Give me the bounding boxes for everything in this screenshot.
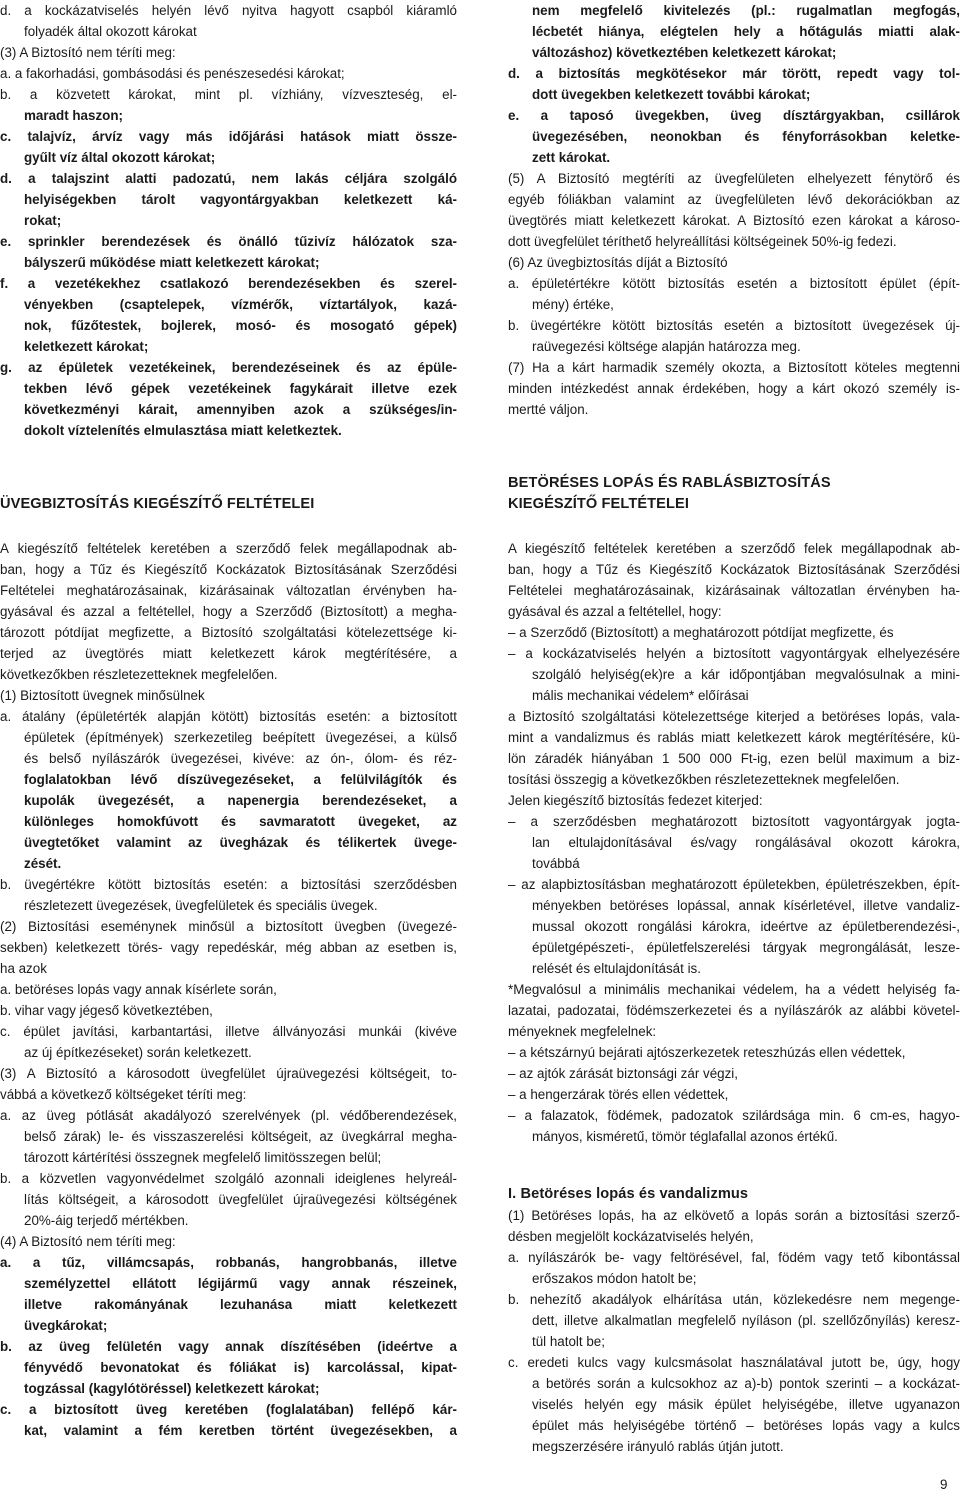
text-line: helyiségekben tárolt vagyontárgyakban keletkezett ká- (24, 192, 457, 207)
text-line: tározott pótdíjat megfizette, a Biztosító szolgáltatási kötelezettsége ki- (0, 625, 457, 640)
text-line: következőkben részletezetteknek megfelelően. (0, 667, 278, 682)
text-line: – az alapbiztosításban meghatározott épületekben, épületrészekben, épít- (508, 877, 960, 892)
text-line: következményi kárait, amennyiben azok a szükséges/in- (24, 402, 457, 417)
text-line: b. nehezítő akadályok elhárítása után, közlekedésre nem megenge- (508, 1292, 960, 1307)
text-line: A kiegészítő feltételek keretében a szerződő felek megállapodnak ab- (0, 541, 457, 556)
text-line: belső zárak) le- és visszaszerelési költségeit, az üvegkárral megha- (24, 1129, 457, 1144)
text-line: (1) Biztosított üvegnek minősülnek (0, 688, 205, 703)
text-line: mertté váljon. (508, 402, 589, 417)
text-line: lan eltulajdonításával és/vagy rongálásával okozott károkra, (532, 835, 960, 850)
text-line: dett, illetve alkalmatlan megfelelő nyíláson (pl. szellőzőnyílás) keresz- (532, 1313, 960, 1328)
text-line: kupolák üvegezését, a napenergia berendezéseket, a (24, 793, 457, 808)
text-line: sekben) keletkezett törés- vagy repedéskár, még abban az esetben is, (0, 940, 457, 955)
text-line: d. a talajszint alatti padozatú, nem lakás céljára szolgáló (0, 171, 457, 186)
text-line: gyásával és azzal a feltétellel, hogy: (508, 604, 722, 619)
text-line: (5) A Biztosító megtéríti az üvegfelületen elhelyezett fénytörő és (508, 171, 960, 186)
text-line: b. vihar vagy jégeső következtében, (0, 1003, 213, 1018)
text-line: és belső nyílászárók üvegezései, kivéve: az ón-, ólom- és réz- (24, 751, 457, 766)
text-line: (2) Biztosítási eseménynek minősül a biztosított üvegben (üvegezé- (0, 919, 457, 934)
text-line: zését. (24, 856, 62, 871)
text-line: minden intézkedést annak érdekében, hogy a kárt okozó személy is- (508, 381, 960, 396)
text-line: ményekben betöréses lopással, annak kísérletével, illetve vandaliz- (532, 898, 960, 913)
text-line: változáshoz) következtében keletkezett károkat; (532, 45, 837, 60)
text-line: désben megjelölt kockázatviselés helyén, (508, 1229, 754, 1244)
text-line: mányos, kisméretű, tömör téglafallal azonos értékű. (532, 1129, 838, 1144)
text-line: mussal okozott rongálási károkra, ideértve az épületberendezési-, (532, 919, 960, 934)
text-line: (7) Ha a kárt harmadik személy okozta, a Biztosított köteles megtenni (508, 360, 960, 375)
text-line: a. az üveg pótlását akadályozó szerelvények (pl. védőberendezések, (0, 1108, 457, 1123)
text-line: e. sprinkler berendezések és önálló tűzivíz hálózatok sza- (0, 234, 457, 249)
text-line: nok, fűzőtestek, bojlerek, mosó- és mosogató gépek) (24, 318, 457, 333)
text-line: illetve rakományának lezuhanása miatt keletkezett (24, 1297, 457, 1312)
text-line: épületek (építmények) szerkezetileg beépített üvegezései, a külső (24, 730, 457, 745)
text-line: (6) Az üvegbiztosítás díját a Biztosító (508, 255, 728, 270)
text-line: a. épületértékre kötött biztosítás esetén a biztosított épület (épít- (508, 276, 960, 291)
text-line: a. nyílászárók be- vagy feltörésével, fal, födém vagy tető kibontással (508, 1250, 960, 1265)
page-number: 9 (940, 1477, 948, 1492)
text-line: raüvegezési költsége alapján határozza meg. (532, 339, 801, 354)
text-line: ha azok (0, 961, 47, 976)
text-line: továbbá (532, 856, 580, 871)
text-line: b. a közvetett károkat, mint pl. vízhiány, vízveszteség, el- (0, 87, 457, 102)
text-line: viselés helyén egy másik épület helyiségébe, illetve ugyanazon (532, 1397, 960, 1412)
text-line: megszerzésére irányuló rablás útján jutott. (532, 1439, 784, 1454)
section-heading: I. Betöréses lopás és vandalizmus (508, 1186, 749, 1202)
text-line: ban, hogy a Tűz és Kiegészítő Kockázatok Biztosításának Szerződési (508, 562, 960, 577)
text-line: relését és eltulajdonítását is. (532, 961, 701, 976)
text-line: szolgáló helyiség(ek)re a kár időpontjában megvalósulnak a mini- (532, 667, 960, 682)
text-line: lazatai, padozatai, födémszerkezetei és a nyílászárók az alábbi követel- (508, 1003, 960, 1018)
text-line: rokat; (24, 213, 62, 228)
text-line: c. eredeti kulcs vagy kulcsmásolat használatával jutott be, úgy, hogy (508, 1355, 960, 1370)
text-line: (4) A Biztosító nem téríti meg: (0, 1234, 176, 1249)
text-line: részletezett üvegezések, üvegfelületek és speciális üvegek. (24, 898, 378, 913)
text-line: kat, valamint a fém keretben történt üvegezésekben, a (24, 1423, 457, 1438)
text-line: 20%-áig terjedő mértékben. (24, 1213, 189, 1228)
text-line: üvegkárokat; (24, 1318, 108, 1333)
text-line: ményeknek megfelelnek: (508, 1024, 657, 1039)
text-line: a betörés során a kulcsokhoz az a)-b) pontok szerinti – a kockázat- (532, 1376, 960, 1391)
text-line: (3) A Biztosító nem téríti meg: (0, 45, 176, 60)
text-line: Feltételei meghatározásainak, kizárásainak változatlan érvényben ha- (0, 583, 457, 598)
text-line: a. a fakorhadási, gombásodási és penészesedési károkat; (0, 66, 345, 81)
text-line: üvegezésében, neonokban és fényforrásokban keletke- (532, 129, 960, 144)
text-line: c. talajvíz, árvíz vagy más időjárási hatások miatt össze- (0, 129, 457, 144)
text-line: vábbá a következő költségeket téríti meg: (0, 1087, 247, 1102)
text-line: gyásával és azzal a feltétellel, hogy a Szerződő (Biztosított) a megha- (0, 604, 457, 619)
text-line: keletkezett károkat; (24, 339, 149, 354)
text-line: (3) A Biztosító a károsodott üvegfelület újraüvegezési költségeit, to- (0, 1066, 457, 1081)
text-line: épület más helyiségébe történő – betöréses lopás vagy a kulcs (532, 1418, 960, 1433)
text-line: – a szerződésben meghatározott biztosított vagyontárgyak jogta- (508, 814, 960, 829)
text-line: lön záradék hiányában 1 500 000 Ft-ig, ezen belül maximum a biz- (508, 751, 960, 766)
text-line: üvegtetőket valamint az üvegházak és télikertek üvege- (24, 835, 457, 850)
text-line: *Megvalósul a minimális mechanikai védelem, ha a védett helyiség fa- (508, 982, 960, 997)
text-line: ban, hogy a Tűz és Kiegészítő Kockázatok Biztosításának Szerződési (0, 562, 457, 577)
text-line: A kiegészítő feltételek keretében a szerződő felek megállapodnak ab- (508, 541, 960, 556)
text-line: tekben lévő gépek vezetékeinek fagykárait illetve ezek (24, 381, 457, 396)
text-line: f. a vezetékekhez csatlakozó berendezésekben és szerel- (0, 276, 457, 291)
text-line: b. üvegértékre kötött biztosítás esetén: a biztosítási szerződésben (0, 877, 457, 892)
text-line: tül hatolt be; (532, 1334, 605, 1349)
section-heading: BETÖRÉSES LOPÁS ÉS RABLÁSBIZTOSÍTÁS (508, 475, 831, 491)
text-line: Feltételei meghatározásainak, kizárásainak változatlan érvényben ha- (508, 583, 960, 598)
text-line: Jelen kiegészítő biztosítás fedezet kiterjed: (508, 793, 763, 808)
text-line: dokolt víztelenítés elmulasztása miatt keletkeztek. (24, 423, 342, 438)
text-line: zett károkat. (532, 150, 611, 165)
text-line: bályszerű működése miatt keletkezett károkat; (24, 255, 320, 270)
text-line: c. a biztosított üveg keretében (foglalatában) fellépő kár- (0, 1402, 457, 1417)
text-line: fényvédő bevonatokat és fóliákat is) karcolással, kipat- (24, 1360, 457, 1375)
text-line: lítás költségeit, a károsodott üvegfelület újraüvegezési költségének (24, 1192, 457, 1207)
text-line: mint a vandalizmus és rablás miatt keletkezett károk megtérítésére, kü- (508, 730, 960, 745)
text-line: terjed az üvegtörés miatt keletkezett károk megtérítésére, a (0, 646, 457, 661)
text-line: b. a közvetlen vagyonvédelmet szolgáló azonnali ideiglenes helyreál- (0, 1171, 457, 1186)
text-line: mális mechanikai védelem* előírásai (532, 688, 749, 703)
text-line: togzással (kagylótöréssel) keletkezett károkat; (24, 1381, 320, 1396)
text-line: vényekben (csaptelepek, vízmérők, víztartályok, kazá- (24, 297, 457, 312)
text-line: dott üvegfelület téríthető helyreállítási költségeinek 50%-ig fedezi. (508, 234, 897, 249)
text-line: a. a tűz, villámcsapás, robbanás, hangrobbanás, illetve (0, 1255, 457, 1270)
text-line: folyadék által okozott károkat (24, 24, 197, 39)
text-line: az új építkezéseket) során keletkezett. (24, 1045, 252, 1060)
text-line: épületgépészeti-, épületfelszerelési tárgyak megrongálását, lesze- (532, 940, 960, 955)
text-line: tosítási összegig a következőkben részletezetteknek megfelelően. (508, 772, 900, 787)
text-line: egyéb fóliákban valamint az üvegfelületen lévő dekorációkban az (508, 192, 960, 207)
text-line: (1) Betöréses lopás, ha az elkövető a lopás során a biztosítási szerző- (508, 1208, 960, 1223)
section-heading: KIEGÉSZÍTŐ FELTÉTELEI (508, 496, 690, 512)
text-line: lécbetét hiánya, elégtelen hely a hőtágulás miatti alak- (532, 24, 960, 39)
text-line: üvegtörés miatt keletkezett károkat. A Biztosító ezen károkat a károso- (508, 213, 960, 228)
text-line: mény) értéke, (532, 297, 614, 312)
text-line: – az ajtók zárását biztonsági zár végzi, (508, 1066, 738, 1081)
text-line: foglalatokban lévő díszüvegezéseket, a felülvilágítók és (24, 772, 457, 787)
text-line: d. a kockázatviselés helyén lévő nyitva hagyott csapból kiáramló (0, 3, 457, 18)
text-line: dott üvegekben keletkezett további károkat; (532, 87, 811, 102)
text-line: tározott kártérítési összegnek megfelelő limitösszegen belül; (24, 1150, 382, 1165)
text-line: e. a taposó üvegekben, üveg dísztárgyakban, csillárok (508, 108, 960, 123)
text-line: nem megfelelő kivitelezés (pl.: rugalmatlan megfogás, (532, 3, 960, 18)
text-line: – a hengerzárak törés ellen védettek, (508, 1087, 729, 1102)
text-line: – a falazatok, födémek, padozatok szilárdsága min. 6 cm-es, hagyo- (508, 1108, 960, 1123)
text-line: b. üvegértékre kötött biztosítás esetén a biztosított üvegezések új- (508, 318, 960, 333)
text-line: – a kockázatviselés helyén a biztosított vagyontárgyak elhelyezésére (508, 646, 960, 661)
text-line: személyzettel ellátott légijármű vagy annak részeinek, (24, 1276, 457, 1291)
text-line: különleges homokfúvott és savmaratott üvegeket, az (24, 814, 457, 829)
text-line: a. betöréses lopás vagy annak kísérlete során, (0, 982, 277, 997)
text-line: maradt haszon; (24, 108, 123, 123)
text-line: b. az üveg felületén vagy annak díszítésében (ideértve a (0, 1339, 457, 1354)
section-heading: ÜVEGBIZTOSÍTÁS KIEGÉSZÍTŐ FELTÉTELEI (0, 496, 315, 512)
text-line: gyűlt víz által okozott károkat; (24, 150, 216, 165)
text-line: – a kétszárnyú bejárati ajtószerkezetek reteszhúzás ellen védettek, (508, 1045, 906, 1060)
text-line: g. az épületek vezetékeinek, berendezéseinek és az épüle- (0, 360, 457, 375)
text-line: a. átalány (épületérték alapján kötött) biztosítás esetén: a biztosított (0, 709, 457, 724)
text-line: erőszakos módon hatolt be; (532, 1271, 697, 1286)
text-line: a Biztosító szolgáltatási kötelezettsége kiterjed a betöréses lopás, vala- (508, 709, 960, 724)
text-line: d. a biztosítás megkötésekor már törött, repedt vagy tol- (508, 66, 960, 81)
text-line: – a Szerződő (Biztosított) a meghatározott pótdíjat megfizette, és (508, 625, 894, 640)
text-line: c. épület javítási, karbantartási, illetve állványozási munkái (kivéve (0, 1024, 457, 1039)
